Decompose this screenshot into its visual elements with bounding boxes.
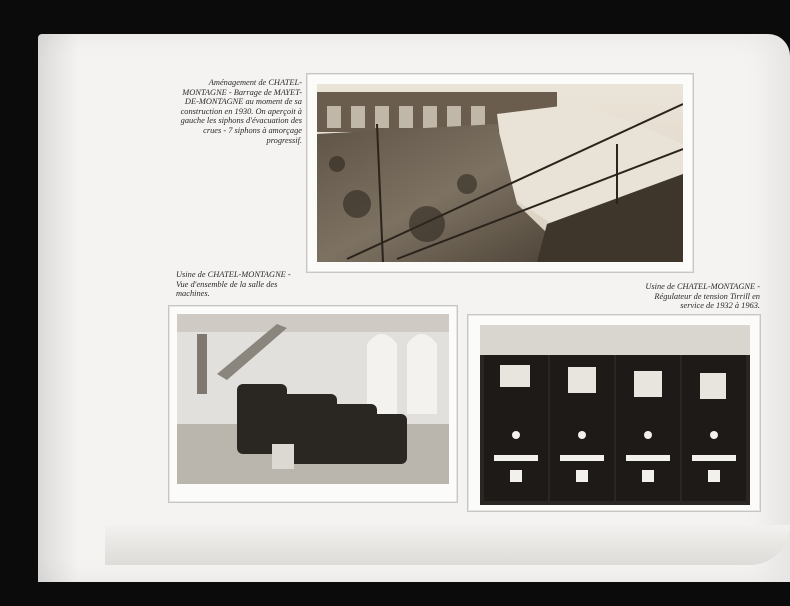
machine-hall-photo <box>177 314 449 484</box>
page-edge <box>105 525 790 565</box>
dam-photo <box>317 84 683 262</box>
caption-line: Régulateur de tension Tirrill en <box>654 291 760 301</box>
caption-line: gauche les siphons d'évacuation des <box>180 116 302 126</box>
machine-hall-caption <box>176 270 306 299</box>
caption-line: MONTAGNE - Barrage de MAYET- <box>182 87 302 97</box>
caption-line: service de 1932 à 1963. <box>680 301 760 311</box>
regulator-photo-frame <box>467 314 761 512</box>
caption-line: crues - 7 siphons à amorçage <box>203 125 302 135</box>
caption-line: progressif. <box>266 135 302 145</box>
dam-caption <box>172 78 302 145</box>
caption-line: Usine de CHATEL-MONTAGNE - <box>176 270 291 279</box>
caption-line: Aménagement de CHATEL- <box>208 78 302 87</box>
machine-hall-photo-frame <box>168 305 458 503</box>
caption-line: machines. <box>176 289 210 299</box>
dam-photo-frame <box>306 73 694 273</box>
regulator-photo <box>480 325 750 505</box>
caption-line: DE-MONTAGNE au moment de sa <box>184 97 302 107</box>
regulator-caption <box>600 282 760 311</box>
caption-line: Usine de CHATEL-MONTAGNE - <box>645 282 760 291</box>
caption-line: Vue d'ensemble de la salle des <box>176 279 278 289</box>
caption-line: construction en 1930. On aperçoit à <box>180 106 302 116</box>
